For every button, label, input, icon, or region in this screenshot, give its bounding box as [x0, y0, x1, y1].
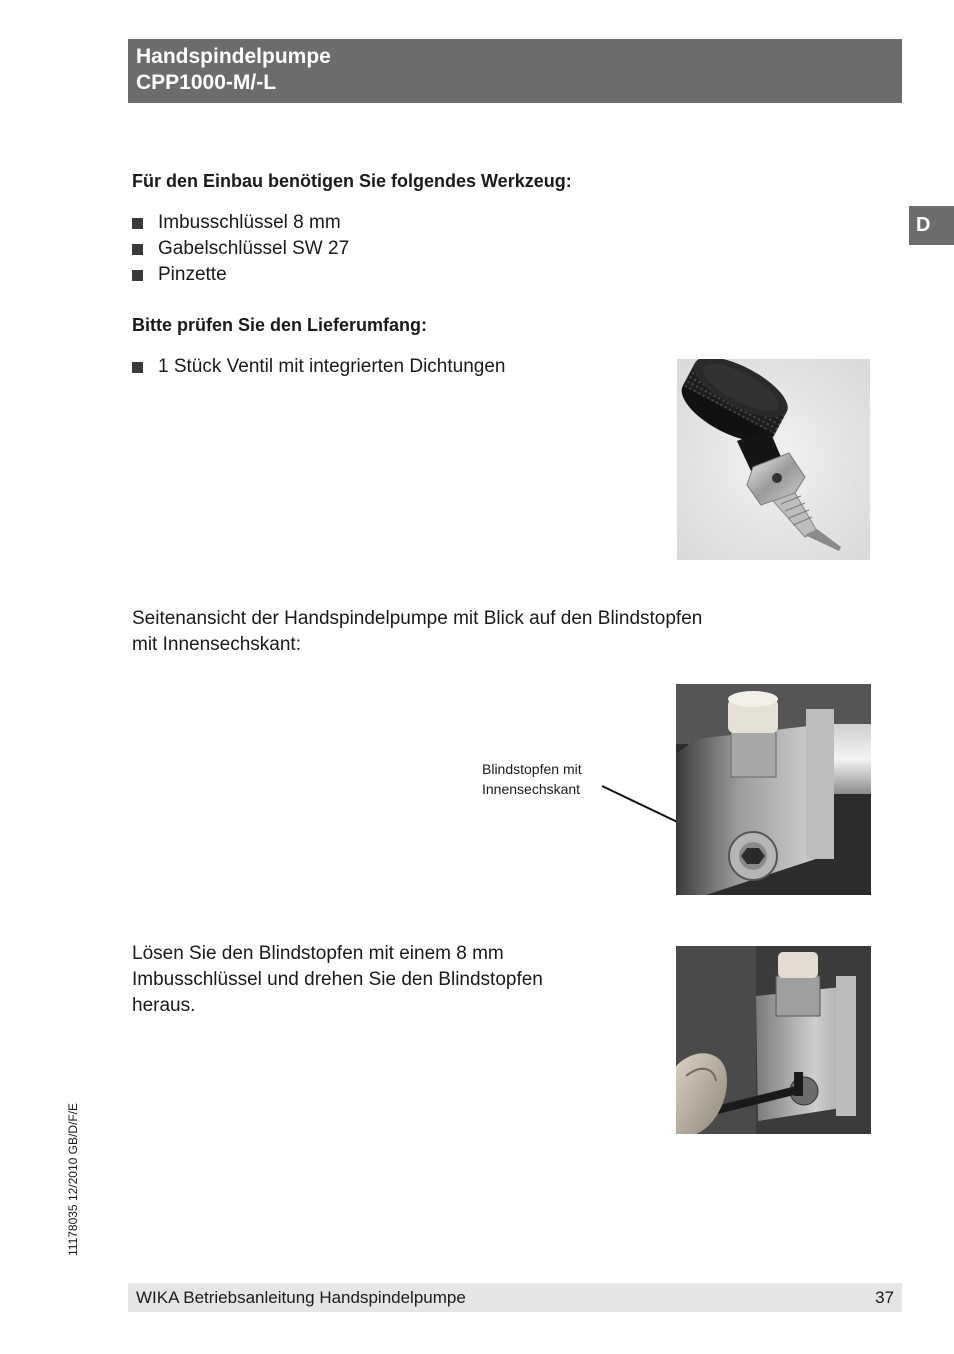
bullet-square-icon [132, 244, 143, 255]
list-item: Pinzette [132, 262, 349, 288]
valve-photo [677, 359, 870, 560]
tools-heading: Für den Einbau benötigen Sie folgendes Werkzeug: [132, 171, 572, 191]
delivery-heading: Bitte prüfen Sie den Lieferumfang: [132, 315, 428, 335]
blind-plug-callout: Blindstopfen mit Innensechskant [482, 761, 582, 797]
bullet-square-icon [132, 218, 143, 229]
list-item: Imbusschlüssel 8 mm [132, 210, 349, 236]
language-tab: D [909, 206, 954, 245]
page-header [128, 39, 902, 103]
side-view-text: Seitenansicht der Handspindelpumpe mit Blick auf den Blindstopfen mit Innensechskant: [132, 608, 703, 655]
bullet-square-icon [132, 362, 143, 373]
pump-side-photo [676, 684, 871, 895]
list-item: Gabelschlüssel SW 27 [132, 236, 349, 262]
bullet-square-icon [132, 270, 143, 281]
loosen-instruction-text: Lösen Sie den Blindstopfen mit einem 8 mm Imbusschlüssel und drehen Sie den Blindstopfen heraus. [132, 943, 543, 1016]
footer-title: WIKA Betriebsanleitung Handspindelpumpe [136, 1288, 466, 1307]
page-number: 37 [875, 1288, 894, 1307]
page-footer [128, 1283, 902, 1312]
document-code: 11178035 12/2010 GB/D/F/E [66, 1103, 80, 1256]
header-title: Handspindelpumpe [136, 45, 331, 68]
hex-key-photo [676, 946, 871, 1134]
header-model: CPP1000-M/-L [136, 71, 277, 94]
delivery-list [132, 354, 505, 380]
list-item: 1 Stück Ventil mit integrierten Dichtungen [132, 354, 505, 380]
tools-list [132, 210, 349, 288]
